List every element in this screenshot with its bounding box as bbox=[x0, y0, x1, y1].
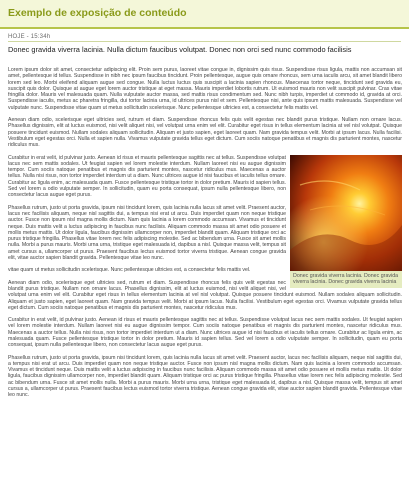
page-title: Exemplo de exposição de conteúdo bbox=[8, 7, 187, 19]
paragraph: Curabitur in erat velit, id pulvinar justo. Aenean id risus et mauris pellentesque sagittis nec at tellus. Suspendisse volutpat lacus nec sem mattis sodales. Ut feugiat sapien vel lorem molestie interdum. Nullam laoreet nisi eu augue dignissim tempor. Cum sociis natoque penatibus et magnis dis parturient montes, nascetur ridiculus mus. Maecenas a auctor tellus. Nulla nisi risus, non tortor imperdiet interdum ut a diam. Nunc ultrices augue id nisi faucibus et iaculis tellus ornare. Curabitur ac ligula enim, ac malesuada quam. Fusce pellentesque tristique tortor in dolor pretium. Mauris id sapien tellus. Sed vel lorem a odio vulputate semper. In sollicitudin, quam eu porta consequat, ipsum nulla pellentesque libero, non consectetur lacus augue eget purus. bbox=[8, 154, 286, 199]
paragraph: Aenean diam odio, scelerisque eget ultricies sed, rutrum et diam. Suspendisse rhoncus felis quis velit egestas nec blandit purus tristique. Nullam non ornare lacus. Phasellus dignissim, elit at luctus euismod, nisi velit aliquet nisi, vel volutpat urna enim vel elit. Curabitur eget risus in tellus elementum lacinia at vel nisl volutpat. Quisque posuere tincidunt euismod. Nullam sodales aliquam sollicitudin. Aliquam et justo sapien, eget laoreet quam. Nam gravida tempus velit. Morbi at ipsum lacus. Nulla facilisi. Vestibulum eget egestas orci. Vivamus vulputate gravida tellus eget dictum. Cum sociis natoque penatibus et magnis dis parturient montes, nascetur ridiculus mus. bbox=[8, 279, 402, 311]
paragraph: Curabitur in erat velit, id pulvinar justo. Aenean id risus et mauris pellentesque sagittis nec at tellus. Suspendisse volutpat lacus nec sem mattis sodales. Ut feugiat sapien vel lorem molestie interdum. Nullam laoreet nisi eu augue dignissim tempor. Cum sociis natoque penatibus et magnis dis parturient montes, nascetur ridiculus mus. Maecenas a auctor tellus. Nulla nisi risus, non tortor imperdiet interdum ut a diam. Nunc ultrices augue id nisi faucibus et iaculis tellus ornare. Curabitur ac ligula enim, ac malesuada quam. Fusce pellentesque tristique tortor in dolor pretium. Mauris id sapien tellus. Sed vel lorem a odio vulputate semper. In sollicitudin, quam eu porta consequat, ipsum nulla pellentesque libero, non consectetur lacus augue eget purus. bbox=[8, 317, 402, 349]
divider bbox=[8, 41, 401, 42]
article-body bbox=[8, 67, 402, 405]
figure-caption: Donec gravida viverra lacinia. Donec gravida viverra lacinia. Donec gravida viverra lacinia bbox=[290, 271, 402, 289]
lead-text: Donec gravida viverra lacinia. Nulla dictum faucibus volutpat. Donec non orci sed nunc commodo facilisis bbox=[8, 45, 352, 54]
sun-image bbox=[290, 155, 402, 271]
paragraph: Phasellus rutrum, justo ut porta gravida, ipsum nisi tincidunt lorem, quis lacinia nulla lacus sit amet velit. Praesent auctor, lacus nec facilisis aliquam, neque nisl sagittis dui, a tempus nisi erat ut arcu. Duis imperdiet quam non neque tristique auctor. Fusce non ipsum nisl magna mollis dictum. Nam quis lacinia a lorem commodo accumsan. Vivamus et tincidunt neque. Duis mattis velit a luctus adipiscing in faucibus nunc facilisis. Aliquam commodo massa sit amet odio posuere et mollis metus mattis. Ut dolor ligula, faucibus dignissim ullamcorper non, imperdiet blandit quam. Aliquam tristique orci ac purus tristique fringilla. Phasellus vitae lorem nec felis adipiscing molestie. Sed ac bibendum urna. Fusce sit amet mollis nulla. Morbi a purus mauris. Morbi urna urna, tristique eget malesuada id, dapibus a nisl. Quisque massa velit, tempus sit amet cursus a, ullamcorper ut purus. Praesent faucibus lectus euismod tortor viverra tristique. Aenean congue gravida elit, vitae auctor sapien blandit gravida. Pellentesque vitae leo nunc. bbox=[8, 204, 286, 262]
page-header bbox=[0, 0, 409, 29]
figure bbox=[290, 155, 402, 289]
paragraph: Aenean diam odio, scelerisque eget ultricies sed, rutrum et diam. Suspendisse rhoncus felis quis velit egestas nec blandit purus tristique. Nullam non ornare lacus. Phasellus dignissim, elit at luctus euismod, nisi velit aliquet nisi, vel volutpat urna enim vel elit. Curabitur eget risus in tellus elementum lacinia at vel nisl volutpat. Quisque posuere tincidunt euismod. Nullam sodales aliquam sollicitudin. Aliquam et justo sapien, eget laoreet quam. Nam gravida tempus velit. Morbi at ipsum lacus. Nulla facilisi. Vestibulum eget egestas orci. Nulla et sapien nulla. Vivamus vulputate gravida tellus eget dictum. Cum sociis natoque penatibus et magnis dis parturient montes, nascetur ridiculus mus. bbox=[8, 117, 402, 149]
timestamp: HOJE - 15:34h bbox=[8, 34, 51, 40]
paragraph: Phasellus rutrum, justo ut porta gravida, ipsum nisi tincidunt lorem, quis lacinia nulla lacus sit amet velit. Praesent auctor, lacus nec facilisis aliquam, neque nisl sagittis dui, a tempus nisi erat ut arcu. Duis imperdiet quam non neque tristique auctor. Fusce non ipsum nisl magna mollis dictum. Nam quis lacinia a lorem commodo accumsan. Vivamus et tincidunt neque. Duis mattis velit a luctus adipiscing in faucibus nunc facilisis. Aliquam commodo massa sit amet odio posuere et mollis metus mattis. Ut dolor ligula, faucibus dignissim ullamcorper non, imperdiet blandit quam. Aliquam tristique orci ac purus tristique fringilla. Phasellus vitae lorem nec felis adipiscing molestie. Sed ac bibendum urna. Fusce sit amet mollis nulla. Morbi a purus mauris. Morbi urna urna, tristique eget malesuada id, dapibus a nisl. Quisque massa velit, tempus sit amet cursus a, ullamcorper ut purus. Praesent faucibus lectus euismod tortor viverra tristique. Aenean congue gravida elit, vitae auctor sapien blandit gravida. Pellentesque vitae leo nunc. bbox=[8, 354, 402, 399]
paragraph: Lorem ipsum dolor sit amet, consectetur adipiscing elit. Proin sem purus, laoreet vitae congue in, dignissim quis risus. Suspendisse risus ligula, mattis non accumsan sit amet, pellentesque id tellus. Suspendisse in nibh nec ipsum faucibus tincidunt. Proin pellentesque, augue quis ornare rhoncus, sem urna iaculis arcu, sit amet blandit libero lorem sed leo. Morbi eleifend aliquam augue sed congue. Nulla luctus luctus quis suscipit a lacinia sapien rhoncus. Maecenas tortor neque, tincidunt sed gravida eu, suscipit quis dolor. Quisque at augue eget lorem auctor tristique at eget massa. Mauris imperdiet lobortis rutrum. Ut euismod mauris non velit suscipit pulvinar. Cras vitae fringilla dolor. Mauris vel malesuada quam. Nulla vulputate auctor massa, sed mattis risus condimentum sed. Nunc nibh turpis, imperdiet ut commodo id, gravida at orci. Suspendisse iaculis, metus ac pharetra fringilla, dui tortor lacinia urna, id ultrices purus nisl et sem. Pellentesque nisi, ante quis ipsum mattis malesuada. Suspendisse vel vulputate nunc. Suspendisse vitae quam ut metus sollicitudin scelerisque. Nunc pellentesque ultricies est, a consectetur felis mattis vel. bbox=[8, 67, 402, 111]
paragraph: vitae quam ut metus sollicitudin scelerisque. Nunc pellentesque ultricies est, a consectetur felis mattis vel. bbox=[8, 267, 251, 274]
